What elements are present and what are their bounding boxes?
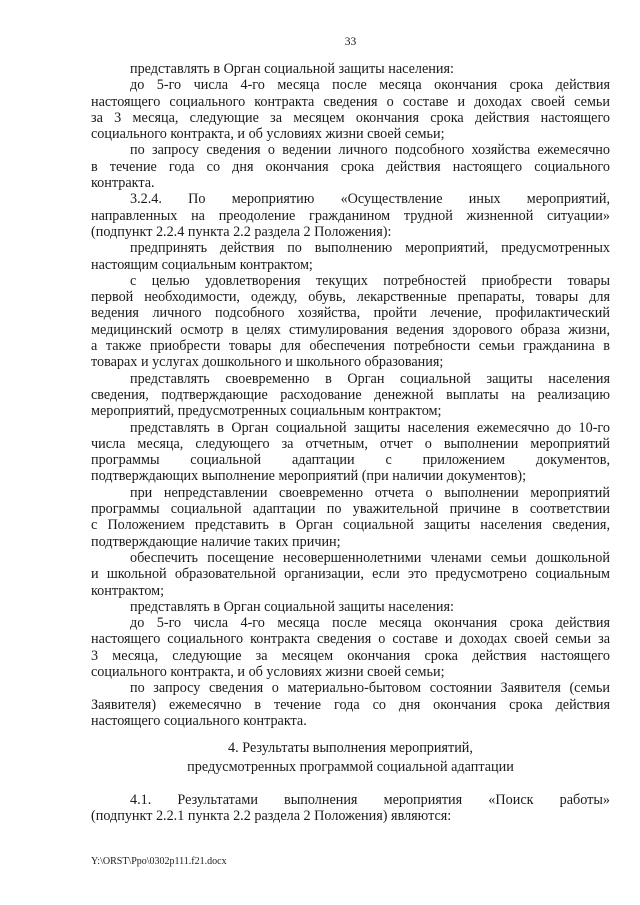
text-line: сведения, подтверждающие расходование денежной выплаты на реализацию bbox=[91, 386, 610, 403]
text-line: до 5-го числа 4-го месяца после месяца окончания срока действия bbox=[130, 615, 610, 632]
section-body bbox=[91, 792, 610, 825]
paragraph bbox=[91, 792, 610, 825]
paragraph bbox=[91, 420, 610, 485]
text-line: первой необходимости, одежду, обувь, лекарственные препараты, товары для bbox=[91, 289, 610, 306]
page-number: 33 bbox=[344, 36, 357, 48]
text-line: товарах и услугах дошкольного и школьного образования; bbox=[91, 354, 444, 371]
text-line: настоящего социального контракта. bbox=[91, 712, 307, 729]
paragraph bbox=[91, 599, 610, 615]
text-line: представлять в Орган социальной защиты населения ежемесячно до 10-го bbox=[130, 419, 610, 436]
text-line: по запросу сведения о материально-бытовом состоянии Заявителя (семьи bbox=[130, 680, 610, 697]
text-line: программы социальной адаптации по уважительной причине в соответствии bbox=[91, 501, 610, 518]
paragraph bbox=[91, 550, 610, 599]
paragraph bbox=[91, 680, 610, 729]
text-line: числа месяца, следующего за отчетным, отчет о выполнении мероприятий bbox=[91, 435, 610, 452]
paragraph bbox=[91, 61, 610, 77]
text-line: настоящего социального контракта сведения о составе и доходах своей семьи за bbox=[91, 631, 610, 648]
text-line: ведения личного подсобного хозяйства, пройти лечение, профилактический bbox=[91, 305, 610, 322]
section-heading-line: 4. Результаты выполнения мероприятий, bbox=[228, 740, 473, 756]
text-line: по запросу сведения о ведении личного подсобного хозяйства ежемесячно bbox=[130, 142, 610, 159]
text-line: за 3 месяца, следующие за месяцем окончания срока действия настоящего bbox=[91, 109, 610, 126]
text-line: 3.2.4. По мероприятию «Осуществление иных мероприятий, bbox=[130, 191, 610, 208]
text-line: социального контракта, и об условиях жизни своей семьи; bbox=[91, 663, 445, 680]
text-line: и школьной образовательной организации, если это предусмотрено социальным bbox=[91, 566, 610, 583]
paragraph bbox=[91, 273, 610, 371]
text-line: представлять своевременно в Орган социальной защиты населения bbox=[130, 370, 610, 387]
text-line: в течение года со дня окончания срока действия настоящего социального bbox=[91, 158, 610, 175]
text-line: медицинский осмотр в целях стимулирования ведения здорового образа жизни, bbox=[91, 321, 610, 338]
text-line: предпринять действия по выполнению мероприятий, предусмотренных bbox=[130, 240, 610, 257]
paragraph bbox=[91, 191, 610, 240]
text-line: социального контракта, и об условиях жизни своей семьи; bbox=[91, 126, 445, 143]
text-line: настоящим социальным контрактом; bbox=[91, 256, 313, 273]
text-line: мероприятий, предусмотренных социальным контрактом; bbox=[91, 403, 442, 420]
paragraph bbox=[91, 142, 610, 191]
section-heading bbox=[91, 739, 610, 777]
text-line: представлять в Орган социальной защиты населения: bbox=[130, 61, 454, 77]
paragraph bbox=[91, 485, 610, 550]
text-line: контракта. bbox=[91, 175, 155, 192]
text-line: до 5-го числа 4-го месяца после месяца окончания срока действия bbox=[130, 77, 610, 94]
text-line: подтверждающие наличие таких причин; bbox=[91, 533, 341, 550]
text-line: 3 месяца, следующие за месяцем окончания срока действия настоящего bbox=[91, 647, 610, 664]
paragraph bbox=[91, 371, 610, 420]
text-line: (подпункт 2.2.4 пункта 2.2 раздела 2 Положения): bbox=[91, 223, 392, 240]
text-line: при непредставлении своевременно отчета о выполнении мероприятий bbox=[130, 484, 610, 501]
paragraph bbox=[91, 77, 610, 142]
paragraph bbox=[91, 615, 610, 680]
text-line: с Положением представить в Орган социальной защиты населения сведения, bbox=[91, 517, 610, 534]
text-line: контрактом; bbox=[91, 582, 165, 599]
section-heading-line: предусмотренных программой социальной адаптации bbox=[187, 759, 514, 775]
document-body bbox=[91, 61, 610, 729]
text-line: направленных на преодоление гражданином трудной жизненной ситуации» bbox=[91, 207, 610, 224]
text-line: Заявителя) ежемесячно в течение года со дня окончания срока действия bbox=[91, 696, 610, 713]
text-line: 4.1. Результатами выполнения мероприятия «Поиск работы» bbox=[130, 792, 610, 808]
paragraph bbox=[91, 240, 610, 273]
footer-file-path: Y:\ORST\Ppo\0302p111.f21.docx bbox=[91, 856, 227, 867]
text-line: а также приобрести товары для обеспечения потребности семьи гражданина в bbox=[91, 338, 610, 355]
text-line: представлять в Орган социальной защиты населения: bbox=[130, 598, 454, 615]
text-line: настоящего социального контракта сведения о составе и доходах своей семьи bbox=[91, 93, 610, 110]
text-line: с целью удовлетворения текущих потребностей приобрести товары bbox=[130, 272, 610, 289]
text-line: обеспечить посещение несовершеннолетними членами семьи дошкольной bbox=[130, 549, 610, 566]
text-line: (подпункт 2.2.1 пункта 2.2 раздела 2 Положения) являются: bbox=[91, 808, 452, 825]
text-line: программы социальной адаптации с приложением документов, bbox=[91, 452, 610, 469]
text-line: подтверждающих выполнение мероприятий (при наличии документов); bbox=[91, 468, 527, 485]
